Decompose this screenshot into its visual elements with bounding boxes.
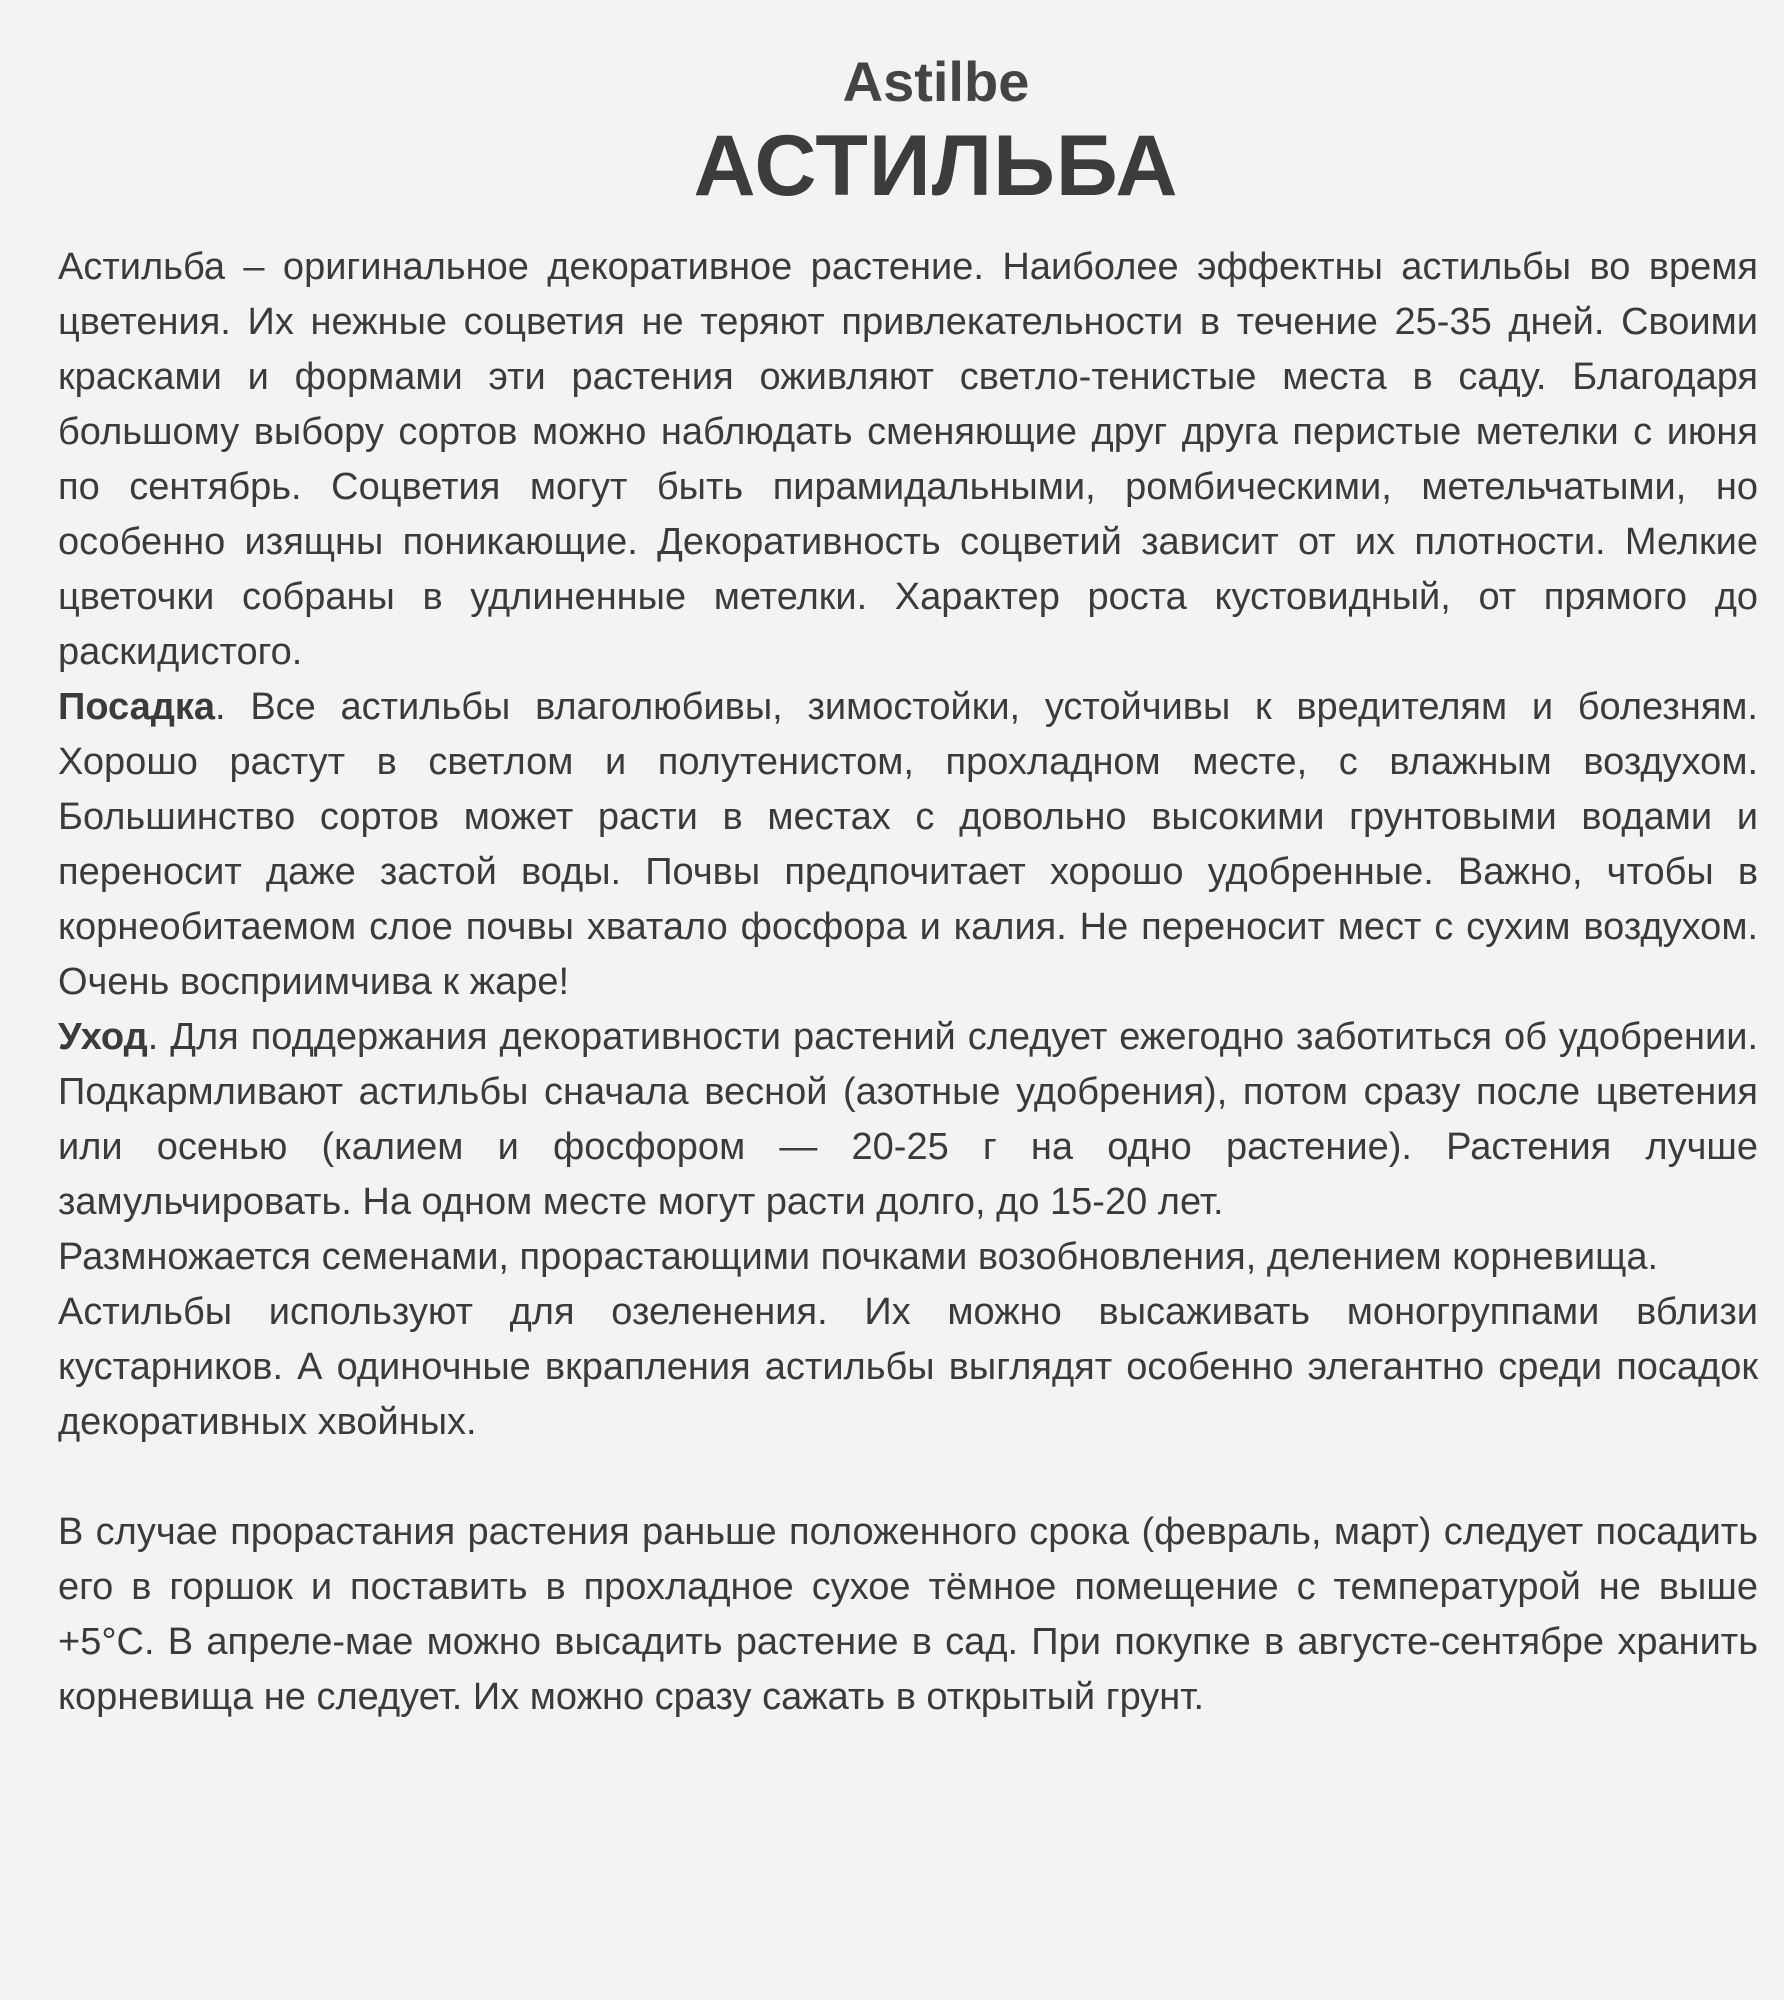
storage-paragraph: В случае прорастания растения раньше положенного срока (февраль, март) следует посадить его в горшок и поставить в прохладное сухое тёмное помещение с температурой не выше +5°С. В апреле-мае можно высадить растение в сад. При покупке в августе-сентябре хранить корневища не следует. Их можно сразу сажать в открытый грунт. [58,1511,1758,1719]
care-paragraph [58,1010,1758,1230]
planting-text: . Все астильбы влаголюбивы, зимостойки, устойчивы к вредителям и болезням. Хорошо растут в светлом и полутенистом, прохладном месте, с влажным воздухом. Большинство сортов может расти в местах с довольно высокими грунтовыми водами и переносит даже застой воды. Почвы предпочитает хорошо удобренные. Важно, чтобы в корнеобитаемом слое почвы хватало фосфора и калия. Не переносит мест с сухим воздухом. Очень восприимчива к жаре! [58,686,1758,1004]
body-text [58,240,1758,1725]
planting-heading: Посадка [58,686,216,729]
title-cyrillic: АСТИЛЬБА [693,118,1179,215]
planting-paragraph [58,680,1758,1010]
propagation-paragraph: Размножается семенами, прорастающими почками возобновления, делением корневища. [58,1236,1659,1279]
care-heading: Уход [58,1016,148,1059]
intro-paragraph: Астильба – оригинальное декоративное растение. Наиболее эффектны астильбы во время цветения. Их нежные соцветия не теряют привлекательности в течение 25-35 дней. Своими красками и формами эти растения оживляют светло-тенистые места в саду. Благодаря большому выбору сортов можно наблюдать сменяющие друг друга перистые метелки с июня по сентябрь. Соцветия могут быть пирамидальными, ромбическими, метельчатыми, но особенно изящны поникающие. Декоративность соцветий зависит от их плотности. Мелкие цветочки собраны в удлиненные метелки. Характер роста кустовидный, от прямого до раскидистого. [58,246,1758,674]
title-latin: Astilbe [842,50,1030,113]
paragraph-spacer [58,1450,1758,1505]
care-text: . Для поддержания декоративности растений следует ежегодно заботиться об удобрении. Подкармливают астильбы сначала весной (азотные удобрения), потом сразу после цветения или осенью (калием и фосфором — 20-25 г на одно растение). Растения лучше замульчировать. На одном месте могут расти долго, до 15-20 лет. [58,1016,1758,1224]
usage-paragraph: Астильбы используют для озеленения. Их можно высаживать моногруппами вблизи кустарников. А одиночные вкрапления астильбы выглядят особенно элегантно среди посадок декоративных хвойных. [58,1291,1758,1444]
